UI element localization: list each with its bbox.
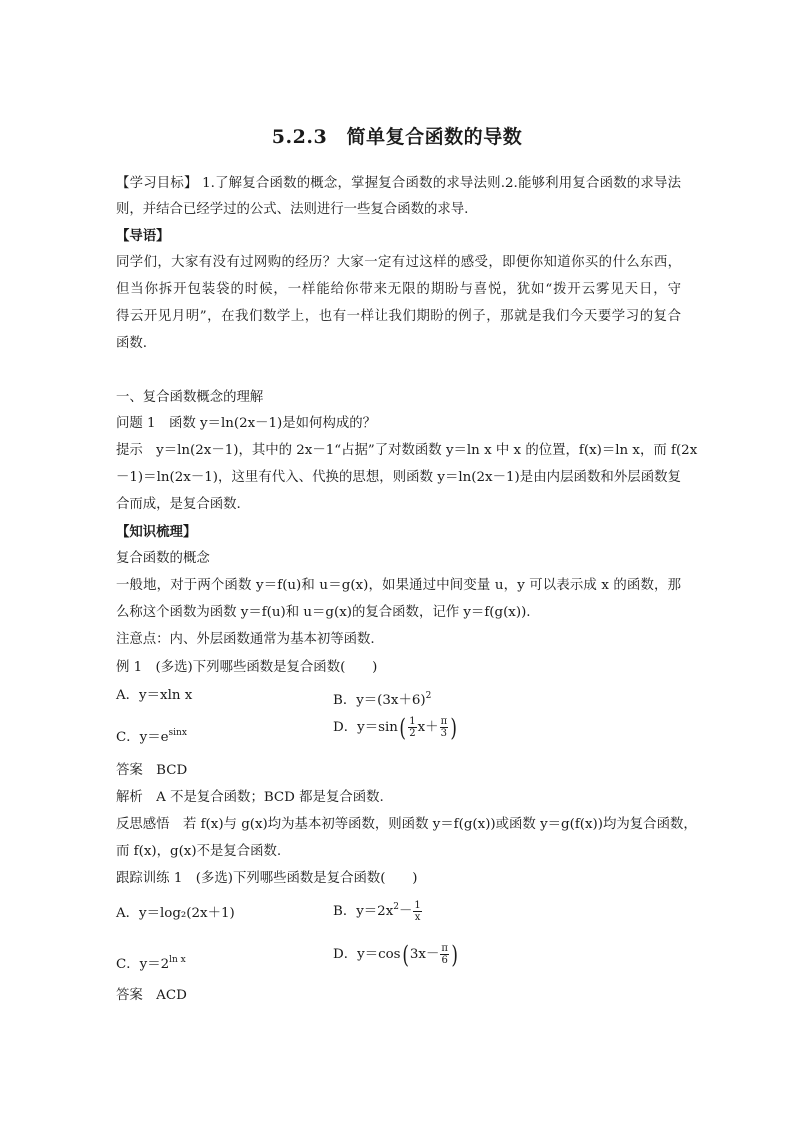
reflection-line-2: 而 f(x)，g(x)不是复合函数.: [116, 844, 282, 859]
hint-line-1: 提示 y＝ln(2x－1)，其中的 2x－1“占据”了对数函数 y＝ln x 中 x 的位置，f(x)＝ln x，而 f(2x: [116, 443, 698, 458]
example-1-option-b: [333, 688, 431, 709]
example-1-stem: 例 1 (多选)下列哪些函数是复合函数( ): [116, 660, 378, 675]
intro-heading: 【导语】: [116, 228, 170, 244]
left-paren: (: [399, 713, 406, 742]
section1-heading: 一、复合函数概念的理解: [116, 390, 264, 405]
option-c-exponent: sinx: [168, 728, 187, 738]
option-d-mid: x＋: [417, 720, 439, 735]
option-c-base: C．y＝e: [116, 730, 169, 745]
option-b-base: B．y＝(3x＋6): [333, 693, 426, 708]
fraction-denominator: 3: [440, 728, 448, 739]
tracking-option-b-exponent: 2: [393, 902, 399, 912]
hint-line-3: 合而成，是复合函数.: [116, 497, 241, 512]
objectives-line-2: 则，并结合已经学过的公式、法则进行一些复合函数的求导.: [116, 202, 469, 217]
fraction-pi-sixth: [440, 943, 449, 966]
example-1-option-d: [333, 713, 459, 742]
page-title: 5.2.3 简单复合函数的导数: [271, 126, 523, 148]
tracking-option-a: A．y＝log₂(2x＋1): [116, 906, 235, 921]
fraction-denominator: x: [414, 912, 421, 923]
tracking-option-b: [333, 899, 423, 923]
option-b-exponent: 2: [425, 691, 432, 701]
fraction-pi-third: [440, 716, 449, 739]
tracking-option-b-minus: －: [399, 904, 413, 919]
fraction-one-over-x: [413, 900, 421, 923]
fraction-numerator: 1: [409, 716, 416, 727]
concept-line-1: 一般地，对于两个函数 y＝f(u)和 u＝g(x)，如果通过中间变量 u，y 可以表示成 x 的函数，那: [116, 578, 681, 593]
left-paren: (: [401, 940, 409, 969]
example-1-option-c: [116, 725, 187, 746]
tracking-option-d: [333, 940, 459, 969]
question-1: 问题 1 函数 y＝ln(2x－1)是如何构成的？: [116, 416, 377, 431]
intro-line-1: 同学们，大家有没有过网购的经历？大家一定有过这样的感受，即便你知道你买的什么东西，: [116, 255, 681, 270]
right-paren: ): [451, 940, 458, 969]
tracking-option-c: [116, 952, 186, 973]
concept-line-2: 么称这个函数为函数 y＝f(u)和 u＝g(x)的复合函数，记作 y＝f(g(x)).: [116, 605, 531, 620]
option-d-prefix: D．y＝sin: [333, 720, 398, 735]
tracking-option-d-prefix: D．y＝cos: [333, 947, 401, 962]
note: 注意点：内、外层函数通常为基本初等函数.: [116, 632, 375, 647]
example-1-option-a: A．y＝xln x: [116, 688, 193, 703]
fraction-numerator: π: [441, 943, 448, 954]
objectives-line-1: 【学习目标】 1.了解复合函数的概念，掌握复合函数的求导法则.2.能够利用复合函数的求导法: [116, 176, 681, 191]
example-1-analysis: 解析 A 不是复合函数；BCD 都是复合函数.: [116, 790, 384, 805]
intro-line-4: 函数.: [116, 336, 148, 351]
fraction-denominator: 6: [441, 955, 448, 966]
fraction-denominator: 2: [409, 728, 416, 739]
knowledge-heading: 【知识梳理】: [116, 524, 197, 540]
tracking-exercise-1-answer: 答案 ACD: [116, 988, 187, 1003]
concept-heading: 复合函数的概念: [116, 551, 210, 566]
tracking-option-b-prefix: B．y＝2x: [333, 904, 394, 919]
hint-line-2: －1)＝ln(2x－1)，这里有代入、代换的思想，则函数 y＝ln(2x－1)是由内层函数和外层函数复: [116, 470, 681, 485]
tracking-option-d-mid: 3x－: [409, 947, 440, 962]
fraction-numerator: 1: [414, 900, 421, 911]
example-1-answer: 答案 BCD: [116, 763, 188, 778]
tracking-option-c-exponent: ln x: [169, 955, 186, 965]
fraction-one-half: [408, 716, 416, 739]
tracking-option-c-base: C．y＝2: [116, 957, 170, 972]
right-paren: ): [450, 713, 458, 742]
tracking-exercise-1-stem: 跟踪训练 1 (多选)下列哪些函数是复合函数( ): [116, 871, 418, 886]
intro-line-3: 得云开见月明”，在我们数学上，也有一样让我们期盼的例子，那就是我们今天要学习的复合: [116, 309, 681, 324]
fraction-numerator: π: [440, 716, 448, 727]
reflection-line-1: 反思感悟 若 f(x)与 g(x)均为基本初等函数，则函数 y＝f(g(x))或函数 y＝g(f(x))均为复合函数，: [116, 817, 697, 832]
intro-line-2: 但当你拆开包装袋的时候，一样能给你带来无限的期盼与喜悦，犹如“拨开云雾见天日，守: [116, 282, 681, 297]
